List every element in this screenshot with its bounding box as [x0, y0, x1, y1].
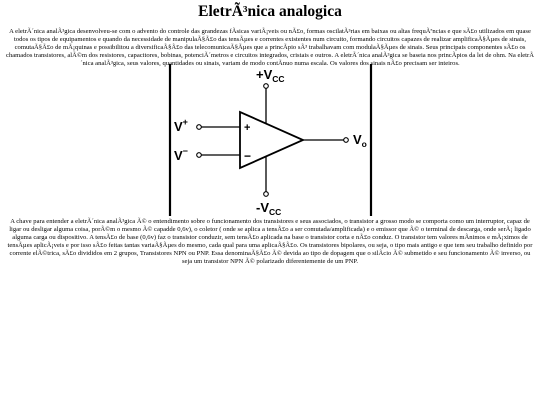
vout-label: $V_o$ — [353, 132, 367, 149]
vcc-neg-terminal — [264, 192, 269, 197]
intro-paragraph: A eletrÃ´nica analÃ³gica desenvolveu-se com o advento do controle das grandezas fÃsicas variÃ¡veis ou nÃ£o, formas oscilatÃ³rias em baixas ou altas frequÃªncias e que sÃ£o utilizados em quase todos os tipos de equipamentos e quando da necessidade de manipulaÃ§Ã£o das tensÃµes e correntes existentes num circuito, formando circuitos capazes de realizar amplificaÃ§Ãµes de sinais, comutaÃ§Ã£o de mÃ¡quinas e possibilitou a diversificaÃ§Ã£o das telecomunicaÃ§Ãµes que a princÃpio sÃ³ trabalhavam com modulaÃ§Ãµes de sinais. Seus principais componentes sÃ£o os chamados transistores, alÃ©m dos resistores, capacitores, bobinas, potenciÃ´metros e circuitos integrados, cristais e outros. A eletrÃ´nica analÃ³gica se baseia nos princÃpios da lei de ohm. Na eletrÃ´nica analÃ³gica, seus valores, quantidades ou sinais, variam de modo contÃnuo numa escala. Os valores dos sinais nÃ£o precisam ser inteiros. — [6, 28, 534, 67]
minus-sign: − — [244, 149, 252, 163]
vcc-neg-label: $-V_{CC}$ — [256, 200, 282, 216]
in-plus-label: V+ — [174, 117, 188, 134]
vcc-pos-label: $+V_{CC}$ — [256, 67, 285, 84]
op-amp-diagram — [160, 64, 382, 216]
in-plus-terminal — [197, 125, 202, 130]
in-minus-terminal — [197, 153, 202, 158]
in-minus-label: V− — [174, 146, 188, 163]
vcc-pos-terminal — [264, 84, 269, 89]
plus-sign: + — [244, 122, 251, 134]
out-terminal — [344, 138, 349, 143]
body-paragraph: A chave para entender a eletrÃ´nica analÃ³gica Ã© o entendimento sobre o funcionamento dos transistores e seus associados, o transistor a grosso modo se comporta como um interruptor, capaz de ligar ou desligar alguma coisa, porÃ©m o mesmo Ã© capadde 0,6v), o coletor ( onde se aplica a tensÃ£o a ser comutada/amplificada) e o emissor que Ã© o terminal de descarga, onde serÃ¡ ligado alguma carga ou dispositivo. A tensÃ£o de base (0,6v) faz o transistor conduzir, sem tensÃ£o aplicada na base o transistor corta e nÃ£o conduz. O transistor tem valores mÃnimos e mÃ¡ximos de tensÃµes aplicÃ¡veis e por isso sÃ£o feitas tantas variaÃ§Ãµes do mesmo, cada qual para uma aplicaÃ§Ã£o. Os transistores bipolares, ou seja, o tipo mais antigo e que tem seu trabalho definido por corrente elÃ©trica, sÃ£o divididos em 2 grupos, Transistores NPN ou PNP. Essa denominaÃ§Ã£o Ã© devida ao tipo de dopagem que o silÃcio Ã© submetido e seu funcionamento Ã© inverso, ou seja um transistor NPN Ã© polarizado diferentemente de um PNP. — [7, 218, 533, 265]
page-title: EletrÃ³nica analogica — [198, 3, 342, 20]
